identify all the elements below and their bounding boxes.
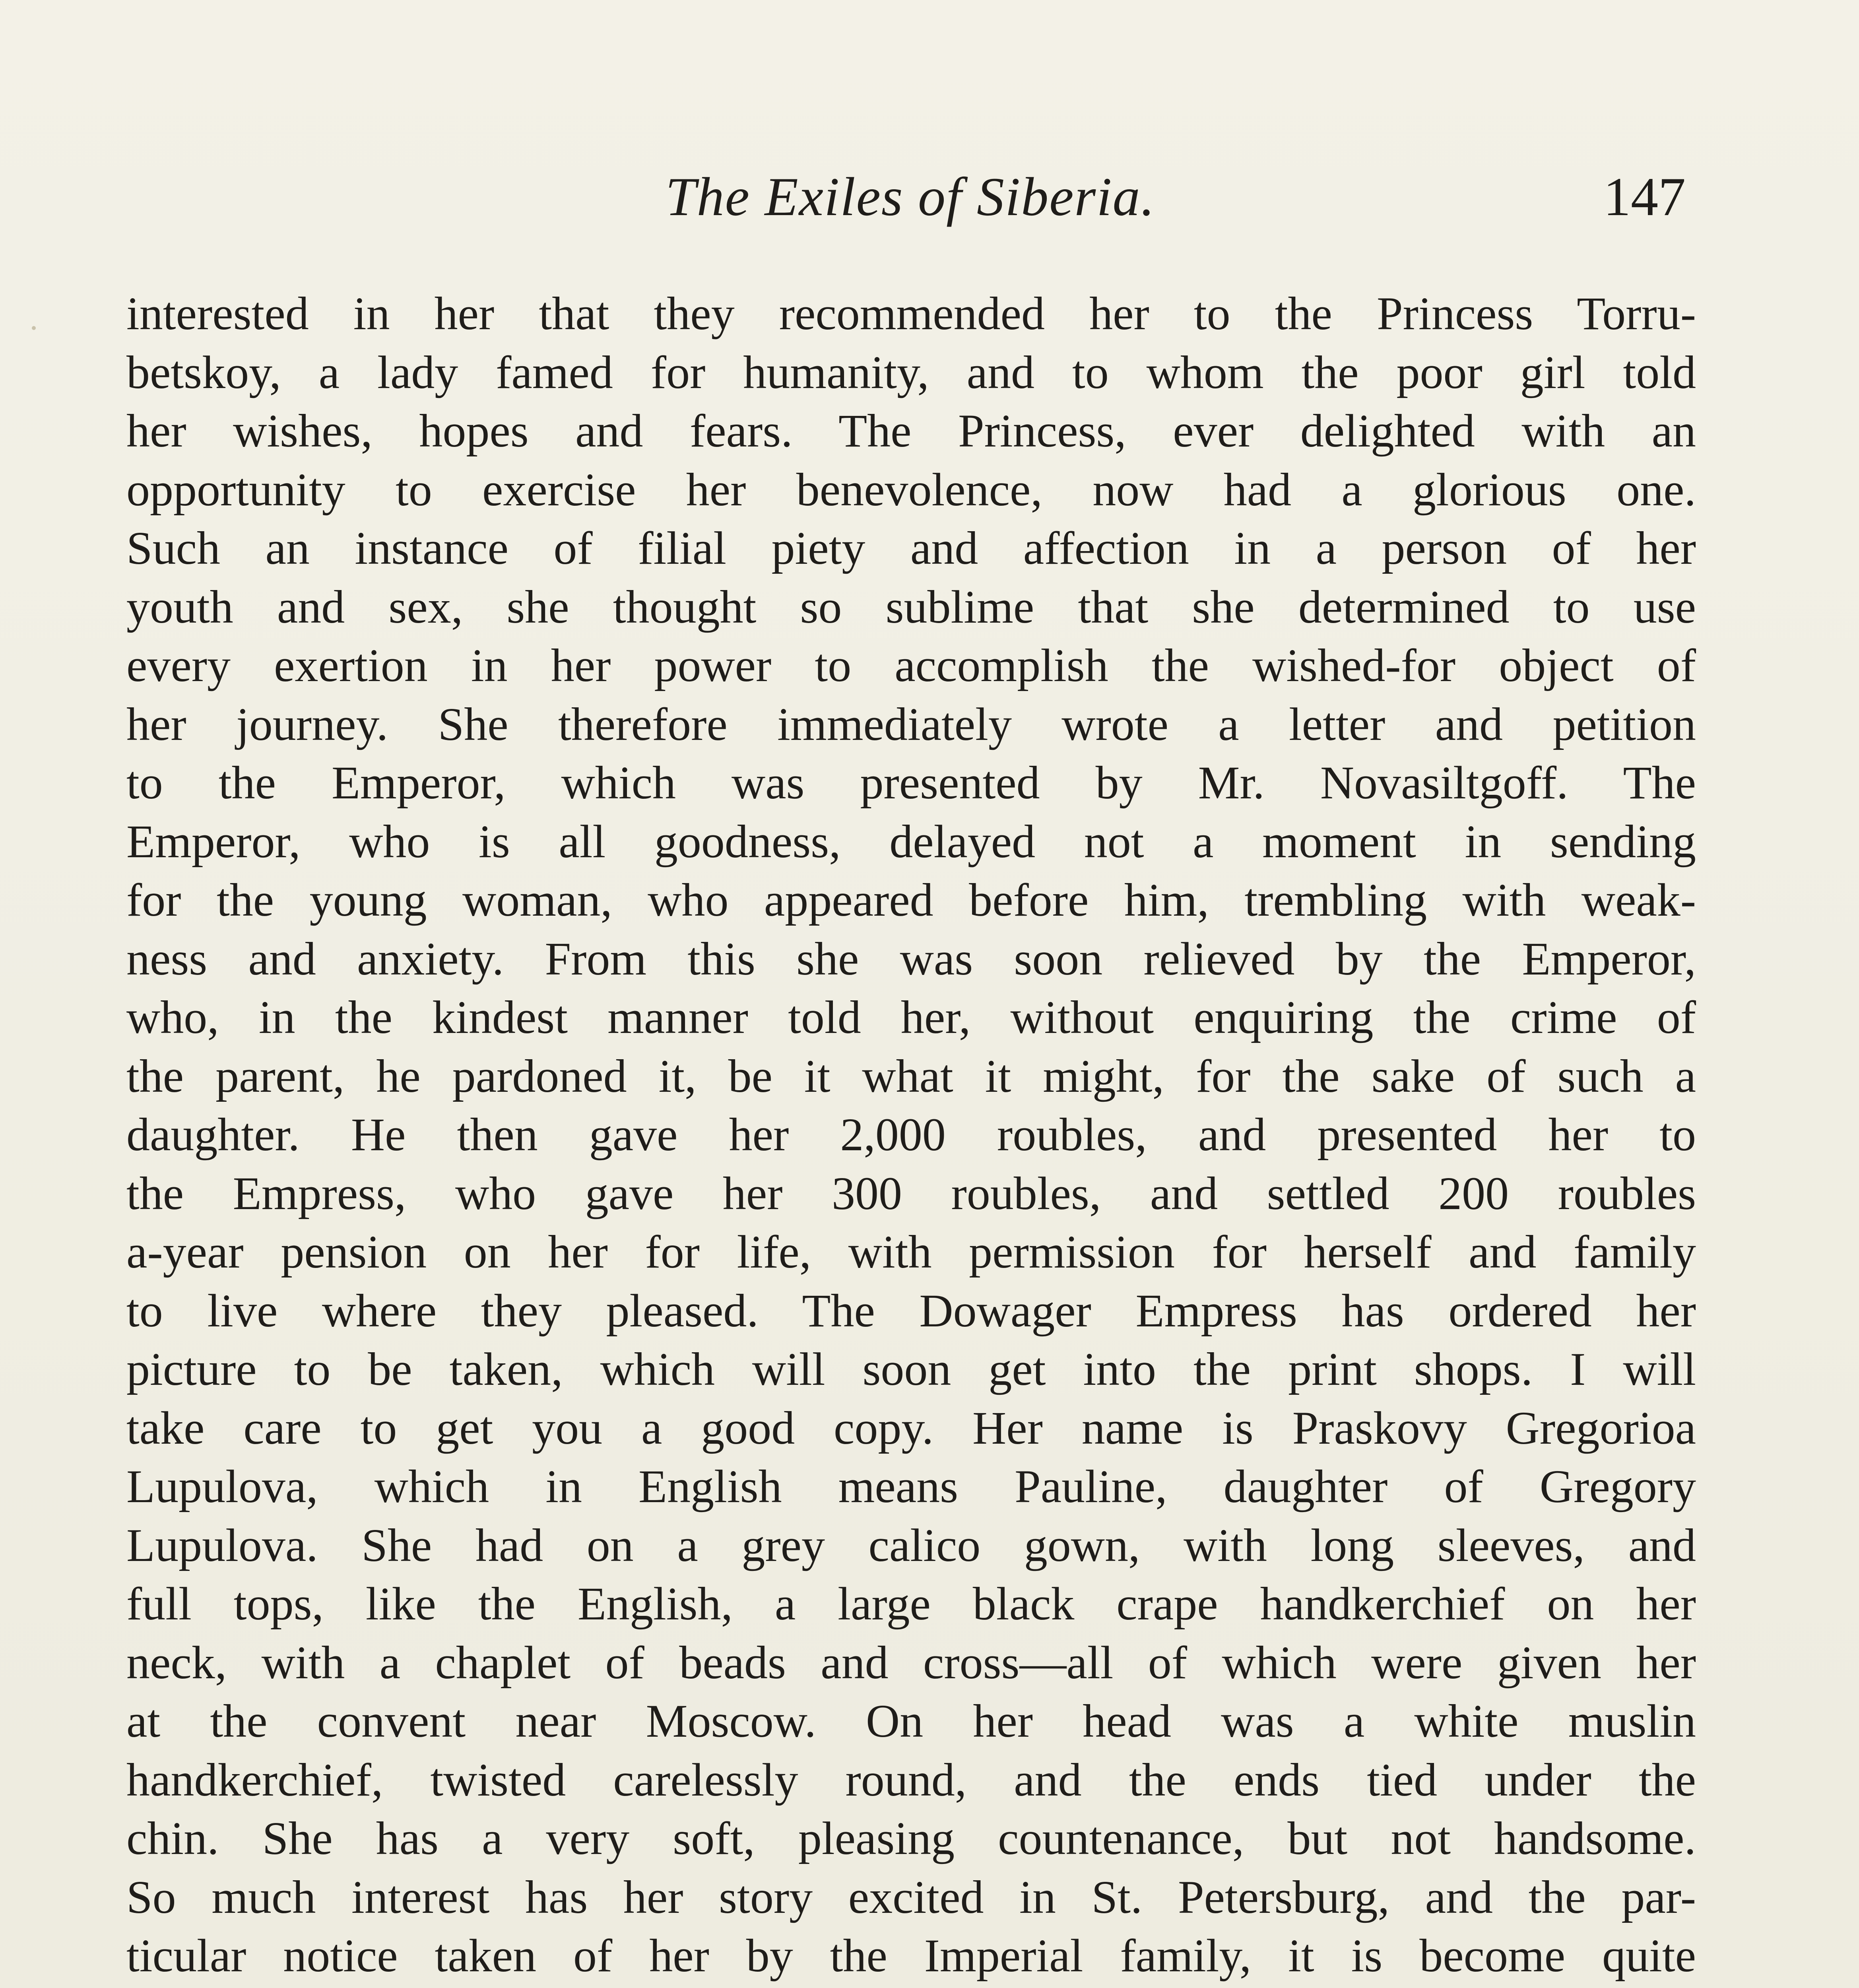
- text-line: her journey. She therefore immediately wrote a letter and petition: [126, 698, 1696, 750]
- text-line: the Empress, who gave her 300 roubles, and settled 200 roubles: [126, 1167, 1696, 1219]
- text-line: Lupulova. She had on a grey calico gown, with long sleeves, and: [126, 1519, 1696, 1571]
- text-line: full tops, like the English, a large black crape handkerchief on her: [126, 1578, 1696, 1630]
- page-number: 147: [1603, 166, 1686, 227]
- text-line: opportunity to exercise her benevolence, now had a glorious one.: [126, 463, 1696, 516]
- text-line: youth and sex, she thought so sublime that she determined to use: [126, 580, 1696, 633]
- text-line: [126, 1985, 1696, 1988]
- text-line: to live where they pleased. The Dowager Empress has ordered her: [126, 1284, 1696, 1337]
- text-line: every exertion in her power to accomplish the wished-for object of: [126, 639, 1696, 691]
- text-line: interested in her that they recommended her to the Princess Torru-: [126, 287, 1696, 340]
- page-body: [126, 284, 1696, 1988]
- text-line: chin. She has a very soft, pleasing countenance, but not handsome.: [126, 1812, 1696, 1864]
- text-line: her wishes, hopes and fears. The Princess, ever delighted with an: [126, 405, 1696, 457]
- text-line: for the young woman, who appeared before him, trembling with weak-: [126, 874, 1696, 926]
- text-line: ness and anxiety. From this she was soon relieved by the Emperor,: [126, 932, 1696, 985]
- text-line: take care to get you a good copy. Her name is Praskovy Gregorioa: [126, 1402, 1696, 1454]
- text-line: ticular notice taken of her by the Imperial family, it is become quite: [126, 1930, 1696, 1982]
- text-line: neck, with a chaplet of beads and cross—all of which were given her: [126, 1636, 1696, 1689]
- text-line: daughter. He then gave her 2,000 roubles, and presented her to: [126, 1109, 1696, 1161]
- page-header: [127, 163, 1694, 231]
- text-line: betskoy, a lady famed for humanity, and to whom the poor girl told: [126, 346, 1696, 398]
- text-line: picture to be taken, which will soon get into the print shops. I will: [126, 1343, 1696, 1395]
- text-line: Lupulova, which in English means Pauline, daughter of Gregory: [126, 1460, 1696, 1512]
- text-line: to the Emperor, which was presented by Mr. Novasiltgoff. The: [126, 757, 1696, 809]
- text-line: who, in the kindest manner told her, without enquiring the crime of: [126, 991, 1696, 1043]
- text-line: at the convent near Moscow. On her head was a white muslin: [126, 1695, 1696, 1747]
- paragraph-letter-one: [126, 284, 1696, 1988]
- text-line: a-year pension on her for life, with permission for herself and family: [126, 1226, 1696, 1278]
- text-line: handkerchief, twisted carelessly round, and the ends tied under the: [126, 1753, 1696, 1806]
- text-line: So much interest has her story excited in St. Petersburg, and the par-: [126, 1871, 1696, 1923]
- running-title: The Exiles of Siberia.: [665, 166, 1156, 227]
- text-line: the parent, he pardoned it, be it what it might, for the sake of such a: [126, 1050, 1696, 1102]
- text-line: Such an instance of filial piety and affection in a person of her: [126, 522, 1696, 574]
- paper-speck: [32, 326, 36, 330]
- text-line: Emperor, who is all goodness, delayed not a moment in sending: [126, 815, 1696, 868]
